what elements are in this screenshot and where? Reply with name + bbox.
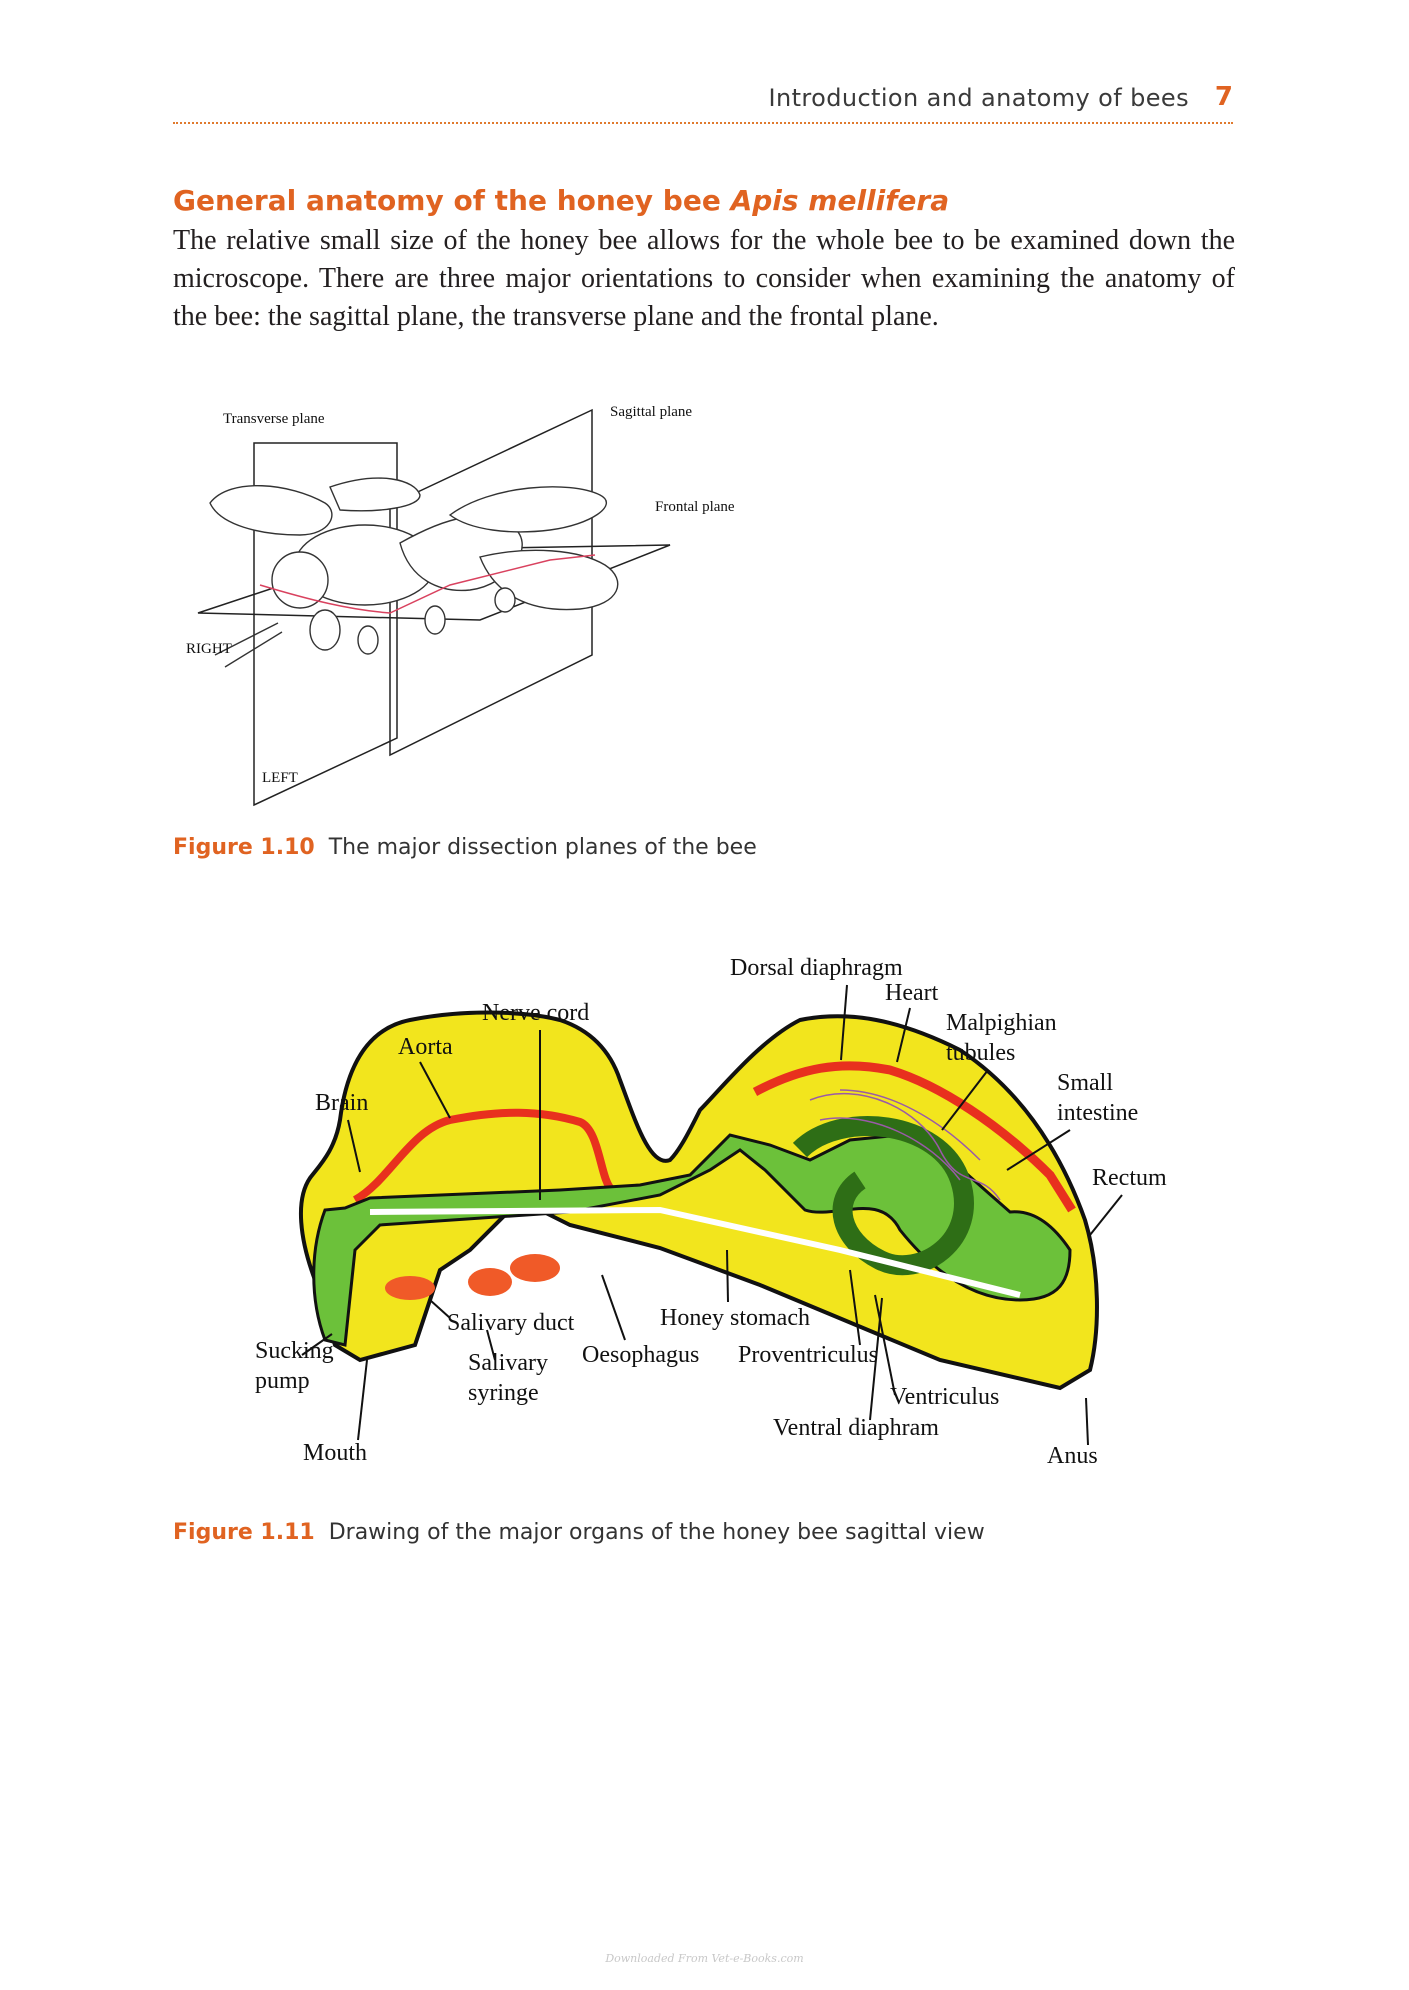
gland-2 [468, 1268, 512, 1296]
label-frontal-plane: Frontal plane [655, 499, 735, 515]
label-salivary-duct: Salivary duct [447, 1310, 575, 1336]
label-salivary-syringe-2: syringe [468, 1380, 539, 1406]
label-sucking-pump-2: pump [255, 1368, 310, 1394]
figure-sagittal-organs [240, 950, 1190, 1505]
figure-dissection-planes [150, 385, 770, 825]
figure-1-11-label: Figure 1.11 [173, 1520, 315, 1545]
label-sagittal-plane: Sagittal plane [610, 404, 693, 420]
bee-outline-drawing [210, 478, 618, 667]
gland-3 [510, 1254, 560, 1282]
figure-1-10-text: The major dissection planes of the bee [328, 835, 757, 860]
section-title-species: Apis mellifera [730, 184, 950, 217]
figure-1-10-label: Figure 1.10 [173, 835, 315, 860]
label-aorta: Aorta [398, 1034, 453, 1060]
figure-1-11-text: Drawing of the major organs of the honey bee sagittal view [328, 1520, 985, 1545]
label-malpighian-1: Malpighian [946, 1010, 1057, 1036]
label-rectum: Rectum [1092, 1165, 1167, 1191]
label-ventral-diaphram: Ventral diaphram [773, 1415, 939, 1441]
label-dorsal-diaphragm: Dorsal diaphragm [730, 955, 903, 981]
label-brain: Brain [315, 1090, 369, 1116]
label-honey-stomach: Honey stomach [660, 1305, 810, 1331]
label-oesophagus: Oesophagus [582, 1342, 700, 1368]
section-title-main: General anatomy of the honey bee [173, 184, 731, 217]
watermark: Downloaded From Vet-e-Books.com [605, 1952, 804, 1965]
label-left: LEFT [262, 770, 298, 786]
label-anus: Anus [1047, 1443, 1098, 1469]
label-proventriculus: Proventriculus [738, 1342, 878, 1368]
label-small-intestine-1: Small [1057, 1070, 1114, 1096]
running-header [173, 82, 1233, 124]
label-ventriculus: Ventriculus [890, 1384, 1000, 1410]
label-nerve-cord: Nerve cord [482, 1000, 590, 1026]
label-salivary-syringe-1: Salivary [468, 1350, 548, 1376]
label-small-intestine-2: intestine [1057, 1100, 1139, 1126]
section-title [173, 184, 949, 217]
figure-1-11-caption [173, 1520, 985, 1545]
running-title: Introduction and anatomy of bees [768, 84, 1189, 112]
label-right: RIGHT [186, 641, 232, 657]
label-mouth: Mouth [303, 1440, 368, 1466]
gland-1 [385, 1276, 435, 1300]
label-sucking-pump-1: Sucking [255, 1338, 334, 1364]
figure-1-10-caption [173, 835, 757, 860]
body-paragraph: The relative small size of the honey bee allows for the whole bee to be examined down the microscope. There are three major orientations to consider when examining the anatomy of the bee: the sagittal plane, the transverse plane and the frontal plane. [173, 225, 1235, 332]
label-malpighian-2: tubules [946, 1040, 1016, 1066]
label-heart: Heart [885, 980, 939, 1006]
label-transverse-plane: Transverse plane [223, 411, 325, 427]
page-number: 7 [1214, 82, 1233, 112]
